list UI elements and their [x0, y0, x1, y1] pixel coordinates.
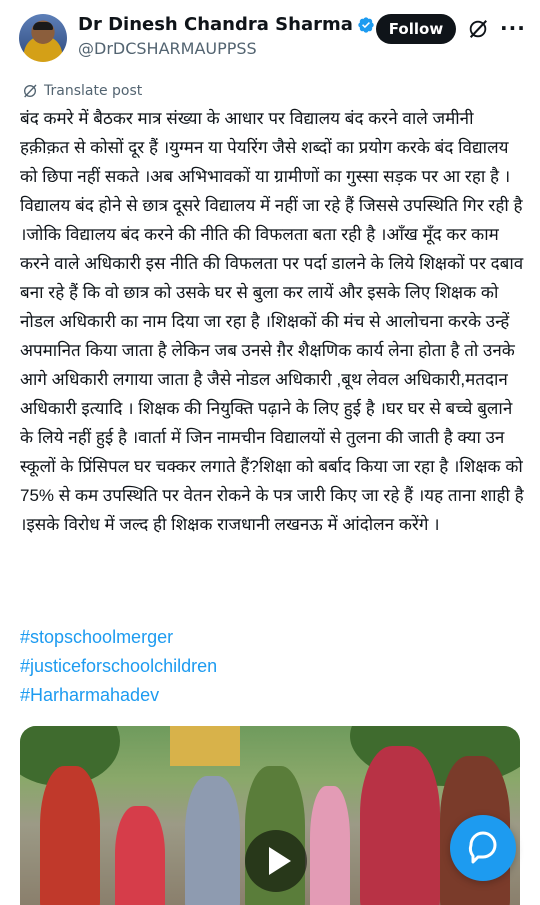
author-handle[interactable]: @DrDCSHARMAUPPSS: [78, 39, 257, 58]
author-name[interactable]: Dr Dinesh Chandra Sharma: [78, 14, 353, 35]
translate-icon: [22, 83, 38, 99]
chat-bubble-button[interactable]: [450, 815, 516, 881]
grok-icon[interactable]: [467, 18, 489, 40]
more-options-icon[interactable]: ···: [500, 16, 526, 40]
author-name-row[interactable]: [78, 14, 375, 35]
avatar[interactable]: [19, 14, 67, 62]
play-icon[interactable]: [245, 830, 307, 892]
hashtag-link[interactable]: #stopschoolmerger: [20, 627, 174, 647]
chat-bubble-icon: [450, 815, 516, 881]
translate-label[interactable]: Translate post: [44, 83, 143, 99]
post-header: [0, 0, 540, 80]
follow-button[interactable]: Follow: [376, 14, 456, 44]
verified-badge-icon: [357, 16, 375, 34]
translate-post-link[interactable]: [22, 83, 142, 99]
post-text: बंद कमरे में बैठकर मात्र संख्या के आधार पर विद्यालय बंद करने वाले जमीनी हक़ीक़त से कोसों दूर हैं ।युग्मन या पेयरिंग जैसे शब्दों का प्रयोग करके बंद विद्यालय को छिपा नहीं सकते ।अब अभिभावकों या ग्रामीणों का गुस्सा सड़क पर आ रहा है ।विद्यालय बंद होने से छात्र दूसरे विद्यालय में नहीं जा रहे हैं जिससे उपस्थिति गिर रही है ।जोकि विद्यालय बंद करने की नीति की विफलता बता रही है ।आँख मूँद कर काम करने वाले अधिकारी इस नीति की विफलता पर पर्दा डालने के लिये शिक्षकों पर दबाव बना रहे हैं कि वो छात्र को उसके घर से बुला कर लायें और इसके लिए शिक्षक को नोडल अधिकारी का नाम दिया जा रहा है ।शिक्षकों की मंच से आलोचना करके उन्हें अपमानित किया जाता है लेकिन जब उनसे ग़ैर शैक्षणिक कार्य लेना होता है तो उनके आगे अधिकारी लगाया जाता है जैसे नोडल अधिकारी ,बूथ लेवल अधिकारी,मतदान अधिकारी इत्यादि । शिक्षक की नियुक्ति पढ़ाने के लिए हुई है ।घर घर से बच्चे बुलाने के लिये नहीं हुई है ।वार्ता में जिन नामचीन विद्यालयों से तुलना की जाती है क्या उन स्कूलों के प्रिंसिपल घर चक्कर लगाते हैं?शिक्षा को बर्बाद किया जा रहा है ।शिक्षक को 75% से कम उपस्थिति पर वेतन रोकने के पत्र जारी किए जा रहे हैं ।यह ताना शाही है ।इसके विरोध में जल्द ही शिक्षक राजधानी लखनऊ में आंदोलन करेंगे ।: [20, 109, 524, 534]
hashtag-link[interactable]: #Harharmahadev: [20, 685, 160, 705]
hashtag-link[interactable]: #justiceforschoolchildren: [20, 656, 218, 676]
hashtag-list: [20, 623, 217, 710]
